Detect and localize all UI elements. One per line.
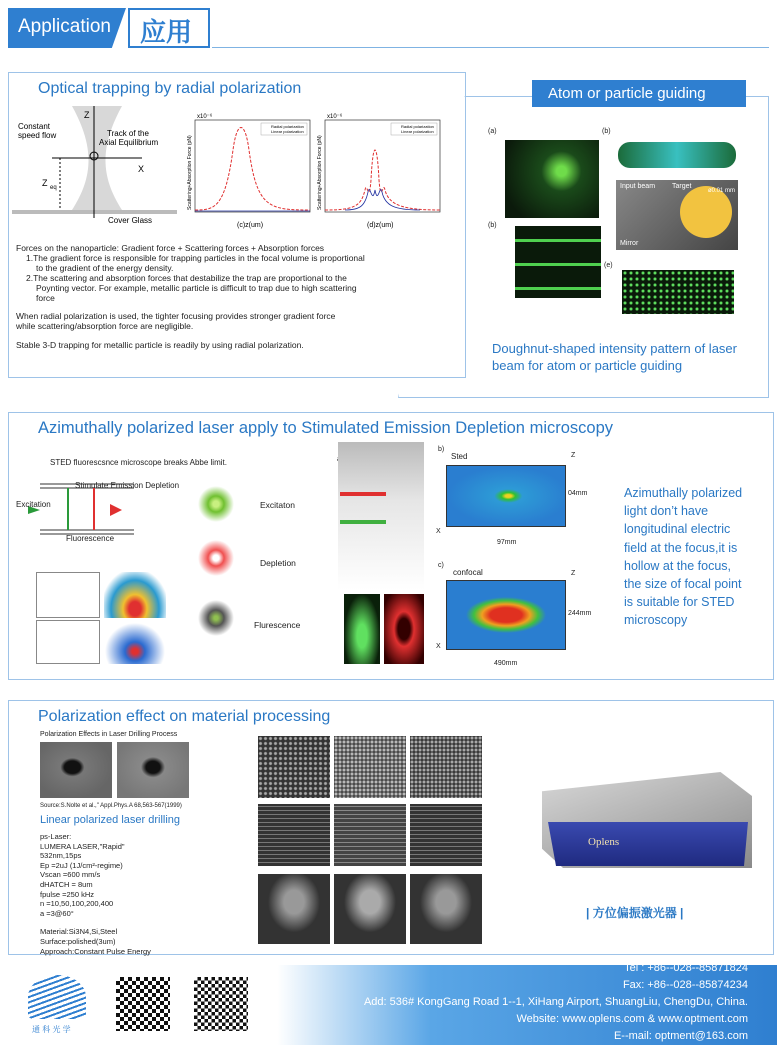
trapping-p5: Poynting vector. For example, metallic particle is difficult to trap due to high scattering — [36, 283, 357, 293]
chart1-xlabel: (c)z(um) — [237, 222, 264, 229]
sted-label: Sted — [451, 452, 468, 461]
atom-scale: ø0.01 mm — [708, 188, 736, 194]
sted-desc-7: is suitable for STED — [624, 595, 735, 610]
footer-web: Website: www.oplens.com & www.optment.com — [516, 1013, 748, 1025]
trapping-p6: force — [36, 293, 55, 303]
sted-x1: X — [436, 528, 441, 535]
trapping-p9: Stable 3-D trapping for metallic particle is readily by using radial polarization. — [16, 340, 304, 350]
chart1-legend2: Linear polarization — [271, 129, 304, 134]
atom-input-beam: Input beam — [620, 183, 656, 190]
sted-beam-green — [340, 520, 386, 524]
atom-desc-1: Doughnut-shaped intensity pattern of laser — [492, 341, 737, 356]
sted-excitation: Excitation — [16, 500, 51, 509]
spot-fluorescence-label: Flurescence — [254, 620, 301, 630]
spot-depletion-label: Depletion — [260, 558, 296, 568]
sted-c-label: c) — [438, 562, 444, 569]
header-title-en: Application — [18, 16, 111, 37]
diagram-track2: Axial Equilibrium — [99, 138, 159, 147]
spot-depletion — [198, 540, 234, 576]
material-drill-title: Polarization Effects in Laser Drilling Process — [40, 731, 178, 738]
param-2: 532nm,15ps — [40, 851, 82, 861]
diagram-constant: Constant — [18, 122, 51, 131]
footer-logo-text: 通 科 光 学 — [32, 1025, 71, 1034]
sted-desc-6: the size of focal point — [624, 577, 742, 592]
sem-1-1 — [258, 736, 330, 798]
sted-plot-small2 — [36, 620, 100, 664]
sted-beam-red — [340, 492, 386, 496]
param-8: a =3@60° — [40, 908, 74, 918]
sted-m4: 490mm — [494, 660, 518, 667]
chart2-xlabel: (d)z(um) — [367, 222, 394, 229]
sted-m3: 244mm — [568, 610, 592, 617]
qr-code-2 — [194, 977, 248, 1031]
trapping-p8: while scattering/absorption force are negligible. — [16, 321, 194, 331]
sted-result-green — [344, 594, 380, 664]
header-rule — [212, 47, 769, 48]
drill-photo-2 — [117, 742, 189, 798]
chart2-legend1: Radial polarization — [401, 124, 434, 129]
diagram-zeq: Z — [42, 178, 48, 188]
material-subtitle: Linear polarized laser drilling — [40, 814, 181, 826]
material-title: Polarization effect on material processing — [38, 708, 331, 725]
sem-1-2 — [334, 736, 406, 798]
param-0: ps-Laser: — [40, 832, 72, 841]
atom-label-a: (a) — [488, 128, 497, 135]
param-9 — [40, 918, 151, 927]
sted-m2: 97mm — [497, 539, 517, 546]
chart1-legend1: Radial polarization — [271, 124, 304, 129]
trapping-p1: Forces on the nanoparticle: Gradient force + Scattering forces + Absorption forces — [16, 243, 325, 253]
confocal-image — [446, 580, 566, 650]
sem-2-3 — [410, 804, 482, 866]
trapping-p4: 2.The scattering and absorption forces that destabilize the trap are proportional to the — [26, 273, 347, 283]
trapping-p7: When radial polarization is used, the tighter focusing provides stronger gradient force — [16, 311, 336, 321]
spot-excitation — [198, 486, 234, 522]
footer-addr: Add: 536# KongGang Road 1--1, XiHang Airport, ShuangLiu, ChengDu, China. — [363, 996, 748, 1008]
sted-title: Azimuthally polarized laser apply to Stimulated Emission Depletion microscopy — [38, 419, 614, 437]
atom-label-e: (e) — [604, 262, 613, 269]
footer-tel: Tel : +86--028--85871824 — [624, 962, 748, 974]
force-chart-linear — [315, 110, 445, 230]
sted-z1: Z — [571, 452, 576, 459]
drill-photo-1 — [40, 742, 112, 798]
sted-desc-2: light don’t have — [624, 504, 709, 519]
diagram-zeq-sub: eq — [50, 185, 57, 191]
sted-z2: Z — [571, 570, 576, 577]
diagram-z: Z — [84, 110, 90, 120]
device-brand: Oplens — [588, 836, 620, 848]
sted-desc-4: field at the focus,it is — [624, 540, 738, 555]
sted-breaks: STED fluorescsnce microscope breaks Abbe limit. — [50, 458, 227, 467]
footer-email: E--mail: optment@163.com — [613, 1030, 748, 1042]
laser-device-front — [548, 822, 748, 866]
sem-3-2 — [334, 874, 406, 944]
sted-desc-3: longitudinal electric — [624, 522, 731, 537]
atom-label-b1: (b) — [602, 128, 611, 135]
diagram-track1: Track of the — [107, 129, 149, 138]
param-4: Vscan =600 mm/s — [40, 870, 101, 880]
trapping-diagram — [12, 106, 182, 226]
atom-label-b2: (b) — [488, 222, 497, 229]
trapping-title: Optical trapping by radial polarization — [38, 80, 302, 97]
sem-1-3 — [410, 736, 482, 798]
atom-desc-2: beam for atom or particle guiding — [492, 358, 683, 373]
footer-fax: Fax: +86--028--85874234 — [622, 979, 748, 991]
sted-3d-plot2 — [104, 622, 166, 664]
sem-2-1 — [258, 804, 330, 866]
sted-desc-1: Azimuthally polarized — [624, 486, 743, 500]
header-title-cn: 应用 — [140, 17, 193, 47]
sted-plot-small1 — [36, 572, 100, 618]
sted-desc — [624, 484, 742, 630]
param-6: fpulse =250 kHz — [40, 889, 94, 899]
atom-target: Target — [672, 183, 692, 190]
diagram-x: X — [138, 164, 145, 174]
spot-excitation-label: Excitaton — [260, 500, 295, 510]
param-3: Ep =2uJ (1J/cm²-regime) — [40, 860, 123, 870]
sted-optics-setup — [338, 442, 424, 590]
spot-fluorescence — [198, 600, 234, 636]
sted-3d-plot1 — [104, 572, 166, 618]
chart2-legend2: Linear polarization — [401, 129, 434, 134]
sem-3-1 — [258, 874, 330, 944]
sem-3-3 — [410, 874, 482, 944]
param-10: Material:Si3N4,Si,Steel — [40, 927, 118, 937]
sem-2-2 — [334, 804, 406, 866]
param-11: Surface:polished(3um) — [40, 936, 116, 946]
sted-desc-5: hollow at the focus, — [624, 558, 732, 573]
atom-image-tube — [618, 142, 736, 168]
force-chart-radial — [185, 110, 315, 230]
sted-b-label: b) — [438, 446, 445, 453]
chart1-ylabel: Scattering+Absorption Force (pN) — [187, 135, 193, 210]
atom-image-particles — [622, 270, 734, 314]
product-name-cn: | 方位偏振激光器 | — [586, 906, 684, 920]
material-source: Source:S.Nolte et al.," Appl.Phys.A 68,563-567(1999) — [40, 803, 182, 809]
param-1: LUMERA LASER,"Rapid" — [40, 841, 125, 851]
param-5: dHATCH = 8um — [40, 879, 93, 889]
sted-x2: X — [436, 643, 441, 650]
atom-title: Atom or particle guiding — [548, 85, 706, 102]
footer-logo — [28, 975, 86, 1019]
trapping-p3: to the gradient of the energy density. — [36, 263, 174, 273]
sted-fluorescence: Fluorescence — [66, 534, 115, 543]
param-7: n =10,50,100,200,400 — [40, 899, 114, 909]
chart2-ylabel: Scattering+Absorption Force (pN) — [317, 135, 323, 210]
atom-image-guides — [515, 226, 601, 298]
chart1-exp: x10⁻⁶ — [197, 114, 213, 120]
material-params — [40, 832, 151, 956]
chart2-exp: x10⁻⁶ — [327, 114, 343, 120]
atom-mirror: Mirror — [620, 240, 639, 247]
atom-image-a — [505, 140, 599, 218]
sted-stimulate: Stimulate Emission Depletion — [75, 481, 180, 490]
trapping-p2: 1.The gradient force is responsible for trapping particles in the focal volume is proportional — [26, 253, 365, 263]
sted-m1: 04mm — [568, 490, 588, 497]
sted-desc-8: microscopy — [624, 613, 688, 628]
param-12: Approach:Constant Pulse Energy — [40, 946, 151, 956]
sted-result-red — [384, 594, 424, 664]
qr-code-1 — [116, 977, 170, 1031]
sted-confocal: confocal — [453, 568, 483, 577]
diagram-speed: speed flow — [18, 131, 57, 140]
diagram-cover: Cover Glass — [108, 216, 153, 225]
sted-image — [446, 465, 566, 527]
